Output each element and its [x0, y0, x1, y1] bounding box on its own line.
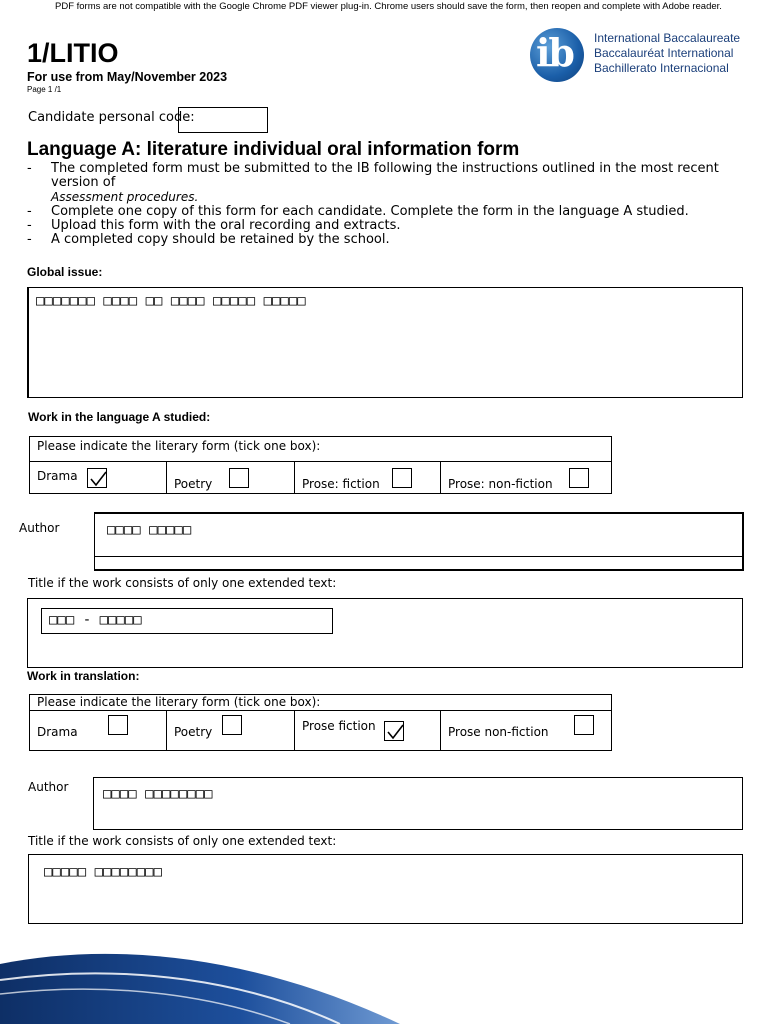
empty-checkbox-icon[interactable] [574, 715, 594, 735]
empty-checkbox-icon[interactable] [108, 715, 128, 735]
work-a-author-field[interactable] [94, 512, 744, 571]
work-t-author-value: □□□□ □□□□□□□□ [103, 786, 213, 802]
instruction-item: - Complete one copy of this form for each candidate. Complete the form in the language A studied. [27, 205, 742, 219]
check-mark-icon[interactable] [384, 721, 404, 741]
global-issue-value: □□□□□□□ □□□□ □□ □□□□ □□□□□ □□□□□ [36, 293, 306, 309]
form-code: 1/LITIO [27, 38, 119, 68]
ib-logo [528, 26, 743, 84]
work-a-option-drama [29, 461, 167, 494]
work-a-author-value: □□□□ □□□□□ [107, 522, 192, 538]
work-a-title-inner-box [41, 608, 333, 634]
work-a-option-label: Prose: non-fiction [448, 477, 553, 491]
page-number: Page 1 /1 [27, 85, 62, 94]
work-a-prompt: Please indicate the literary form (tick one box): [37, 439, 321, 453]
instructions-list [27, 162, 742, 247]
work-a-option-label: Prose: fiction [302, 477, 380, 491]
form-title: Language A: literature individual oral information form [27, 139, 520, 160]
check-mark-icon[interactable] [87, 468, 107, 488]
logo-line-es: Bachillerato Internacional [594, 61, 729, 75]
empty-checkbox-icon[interactable] [222, 715, 242, 735]
use-from-date: For use from May/November 2023 [27, 70, 228, 84]
empty-checkbox-icon[interactable] [392, 468, 412, 488]
work-a-title-value: □□□ - □□□□□ [49, 612, 142, 628]
instruction-item: - Upload this form with the oral recording and extracts. [27, 219, 742, 233]
work-t-title-value: □□□□□ □□□□□□□□ [44, 864, 163, 880]
work-t-title-label: Title if the work consists of only one extended text: [28, 834, 337, 848]
candidate-code-label: Candidate personal code: [28, 110, 195, 125]
work-a-author-label: Author [19, 521, 60, 535]
work-t-option-label: Prose non-fiction [448, 725, 549, 739]
work-t-title-field[interactable] [28, 854, 743, 924]
ib-logo-mark: ib [536, 30, 574, 75]
work-a-option-label: Drama [37, 469, 78, 483]
instruction-item [27, 162, 742, 205]
work-a-title-field[interactable] [27, 598, 743, 668]
work-t-heading: Work in translation: [27, 669, 140, 683]
assessment-procedures-ref: Assessment procedures. [51, 190, 199, 204]
work-a-form-table [29, 436, 612, 494]
work-a-option-prose-nonfiction [440, 461, 612, 494]
work-t-option-poetry [166, 710, 295, 751]
work-t-option-prose-fiction [294, 710, 441, 751]
work-a-prompt-row [29, 436, 612, 462]
empty-checkbox-icon[interactable] [569, 468, 589, 488]
work-a-option-prose-fiction [294, 461, 441, 494]
work-t-option-label: Prose fiction [302, 719, 376, 733]
instruction-text: The completed form must be submitted to the IB following the instructions outlined in the most recent version of [51, 161, 719, 190]
work-a-option-label: Poetry [174, 477, 213, 491]
work-t-option-prose-nonfiction [440, 710, 612, 751]
candidate-code-field[interactable] [178, 107, 268, 133]
instruction-item: - A completed copy should be retained by the school. [27, 233, 742, 247]
work-a-option-poetry [166, 461, 295, 494]
global-issue-label: Global issue: [27, 265, 103, 279]
logo-line-fr: Baccalauréat International [594, 46, 734, 60]
global-issue-field[interactable] [27, 287, 743, 398]
work-t-form-table [29, 694, 612, 752]
work-t-option-label: Poetry [174, 725, 213, 739]
empty-checkbox-icon[interactable] [229, 468, 249, 488]
work-t-option-drama [29, 710, 167, 751]
work-a-title-label: Title if the work consists of only one extended text: [28, 576, 337, 590]
author-field-divider [95, 556, 742, 557]
work-t-author-label: Author [28, 780, 69, 794]
work-t-option-label: Drama [37, 725, 78, 739]
work-t-prompt: Please indicate the literary form (tick one box): [37, 695, 321, 709]
footer-swoosh-graphic [0, 940, 420, 1024]
logo-line-en: International Baccalaureate [594, 31, 741, 45]
pdf-compat-notice: PDF forms are not compatible with the Google Chrome PDF viewer plug-in. Chrome users should save the form, then reopen and complete with Adobe reader. [55, 1, 722, 12]
work-a-heading: Work in the language A studied: [28, 410, 211, 424]
work-t-author-field[interactable] [93, 777, 743, 830]
ib-logo-text [594, 31, 740, 76]
work-t-prompt-row [29, 694, 612, 711]
